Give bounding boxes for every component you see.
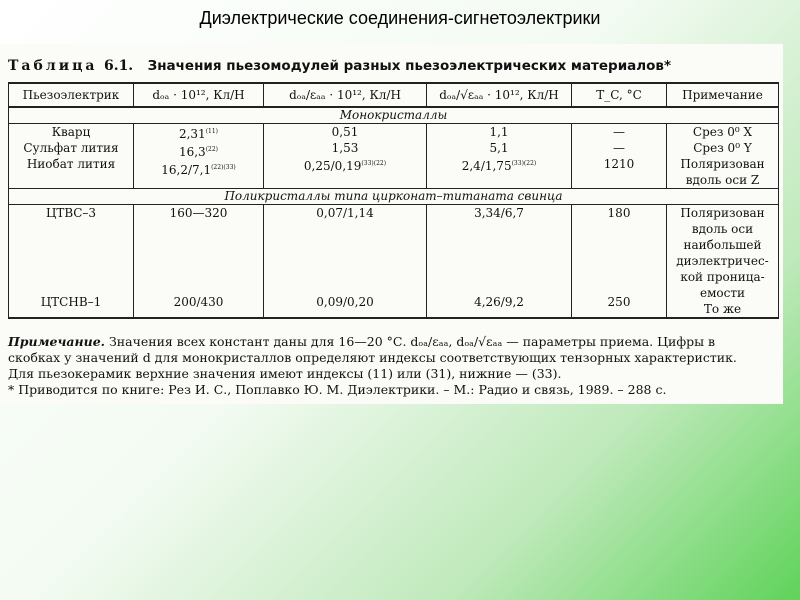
material-name: ЦТСНВ–1 xyxy=(9,293,134,319)
note-cell: вдоль оси xyxy=(691,222,754,236)
table-row xyxy=(9,124,779,189)
table-cell: 0,51 xyxy=(331,125,359,139)
table-cell: 1210 xyxy=(603,157,635,171)
header-cell: dₒₐ/√εₐₐ · 10¹², Кл/Н xyxy=(427,83,572,107)
table-cell: 1,1 xyxy=(489,125,509,139)
table-cell: 160—320 xyxy=(134,205,264,293)
material-name: Кварц xyxy=(51,125,91,139)
material-name: ЦТВС–3 xyxy=(9,205,134,293)
footnote-source: * Приводится по книге: Рез И. С., Поплавко Ю. М. Диэлектрики. – М.: Радио и связь, 1989. – 288 с. xyxy=(8,382,667,397)
piezo-table xyxy=(8,82,779,319)
footnote-line: скобках у значений d для монокристаллов определяют индексы соответствующих тензорных характеристик. xyxy=(8,350,737,365)
note-cell: Поляризован xyxy=(680,157,765,171)
caption-title: Значения пьезомодулей разных пьезоэлектрических материалов* xyxy=(147,58,672,74)
scanned-table-image xyxy=(0,44,783,404)
header-cell: Пьезоэлектрик xyxy=(9,83,134,107)
table-cell: 0,07/1,14 xyxy=(264,205,427,293)
table-cell: 16,3$^{(22)}$ xyxy=(178,145,219,159)
footnote-line: Значения всех констант даны для 16—20 °С. dₒₐ/εₐₐ, dₒₐ/√εₐₐ — параметры приема. Цифры в xyxy=(109,334,716,349)
table-cell: 250 xyxy=(572,293,667,319)
slide-title: Диэлектрические соединения-сигнетоэлектрики xyxy=(199,8,601,28)
table-cell: — xyxy=(613,141,625,155)
material-name: Сульфат лития xyxy=(23,141,119,155)
caption-number: 6.1. xyxy=(103,58,134,74)
note-cell: Поляризован xyxy=(680,206,765,220)
footnote xyxy=(8,334,778,398)
caption-label: Таблица xyxy=(8,58,98,74)
section-polycrystals: Поликристаллы типа цирконат–титаната свинца xyxy=(9,189,779,205)
table-row xyxy=(9,205,779,293)
table-cell: $16,2/7,1^{(22)(33)}$ xyxy=(161,163,236,177)
table-cell: 3,34/6,7 xyxy=(427,205,572,293)
header-cell: T_C, °C xyxy=(572,83,667,107)
note-cell: Срез 0⁰ X xyxy=(692,125,753,139)
table-caption xyxy=(8,58,778,74)
note-cell: диэлектричес- xyxy=(676,254,769,268)
table-cell: 200/430 xyxy=(134,293,264,319)
table-cell: $2,4/1,75^{(33)(22)}$ xyxy=(461,159,537,173)
note-cell: Срез 0⁰ Y xyxy=(693,141,752,155)
header-cell: dₒₐ · 10¹², Кл/Н xyxy=(134,83,264,107)
table-cell: 1,53 xyxy=(331,141,359,155)
table-row xyxy=(9,293,779,319)
table-cell: 0,09/0,20 xyxy=(264,293,427,319)
table-cell: $0,25/0,19^{(33)(22)}$ xyxy=(303,159,387,173)
table-cell: 4,26/9,2 xyxy=(427,293,572,319)
note-cell: кой проница- xyxy=(680,270,765,284)
table-cell: 180 xyxy=(572,205,667,293)
header-cell: Примечание xyxy=(667,83,779,107)
table-cell: 5,1 xyxy=(489,141,509,155)
table-cell: — xyxy=(613,125,625,139)
section-monocrystals: Монокристаллы xyxy=(9,107,779,124)
note-cell: емости xyxy=(699,286,746,300)
note-cell: То же xyxy=(703,302,742,316)
header-cell: dₒₐ/εₐₐ · 10¹², Кл/Н xyxy=(264,83,427,107)
footnote-label: Примечание. xyxy=(8,334,106,349)
note-cell: наибольшей xyxy=(683,238,762,252)
footnote-line: Для пьезокерамик верхние значения имеют индексы (11) или (31), нижние — (33). xyxy=(8,366,562,381)
material-name: Ниобат лития xyxy=(26,157,116,171)
table-cell: 2,31$^{(11)}$ xyxy=(178,127,219,141)
note-cell: вдоль оси Z xyxy=(685,173,760,187)
header-row xyxy=(9,83,779,107)
